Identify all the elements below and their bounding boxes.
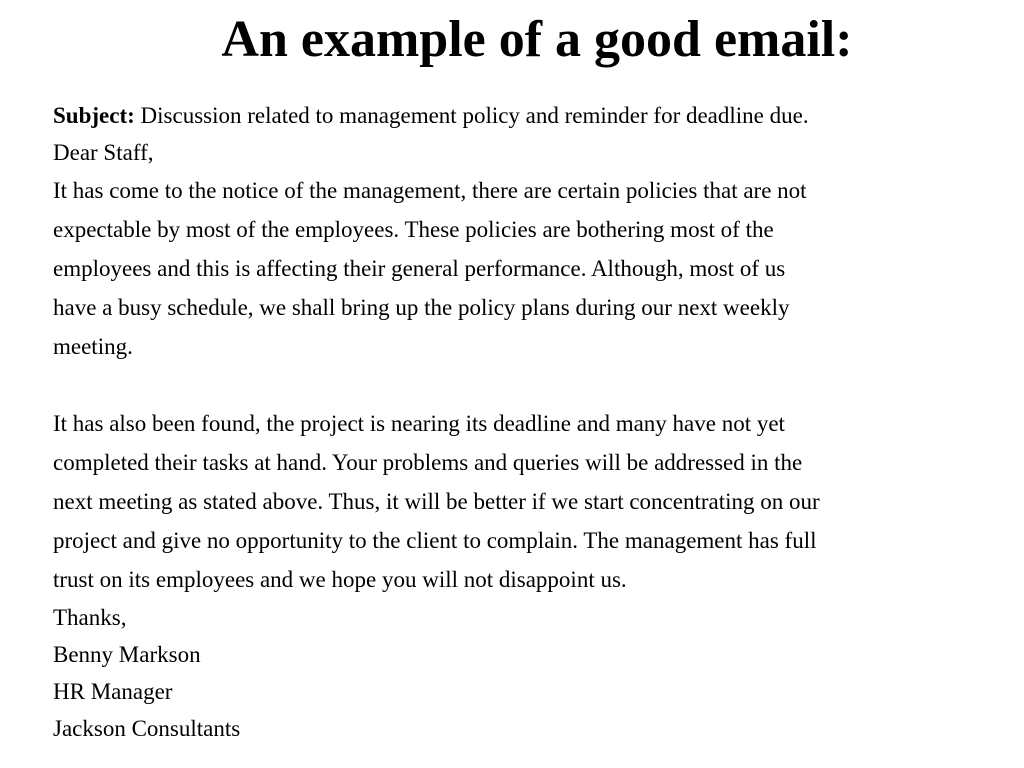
email-body <box>53 97 993 747</box>
subject-label: Subject: <box>53 103 135 128</box>
paragraph-1 <box>53 171 993 366</box>
closing-text: Thanks, <box>53 605 127 630</box>
paragraph-line: have a busy schedule, we shall bring up the policy plans during our next weekly <box>53 295 790 320</box>
salutation: Dear Staff, <box>53 140 154 165</box>
paragraph-line: expectable by most of the employees. These policies are bothering most of the <box>53 217 774 242</box>
paragraph-line: next meeting as stated above. Thus, it will be better if we start concentrating on our <box>53 489 820 514</box>
paragraph-line: It has also been found, the project is nearing its deadline and many have not yet <box>53 411 785 436</box>
signature-name: Benny Markson <box>53 642 201 667</box>
signature-title: HR Manager <box>53 679 173 704</box>
paragraph-2 <box>53 404 993 599</box>
paragraph-line: project and give no opportunity to the client to complain. The management has full <box>53 528 817 553</box>
paragraph-line: employees and this is affecting their general performance. Although, most of us <box>53 256 786 281</box>
signature-company: Jackson Consultants <box>53 716 241 741</box>
closing-block <box>53 599 993 747</box>
paragraph-line: It has come to the notice of the management, there are certain policies that are not <box>53 178 807 203</box>
subject-text: Discussion related to management policy and reminder for deadline due. <box>134 103 809 128</box>
slide-title: An example of a good email: <box>221 11 853 68</box>
paragraph-line: meeting. <box>53 334 133 359</box>
paragraph-spacer <box>53 366 993 404</box>
paragraph-line: completed their tasks at hand. Your problems and queries will be addressed in the <box>53 450 803 475</box>
subject-line <box>53 97 993 134</box>
paragraph-line: trust on its employees and we hope you will not disappoint us. <box>53 567 627 592</box>
